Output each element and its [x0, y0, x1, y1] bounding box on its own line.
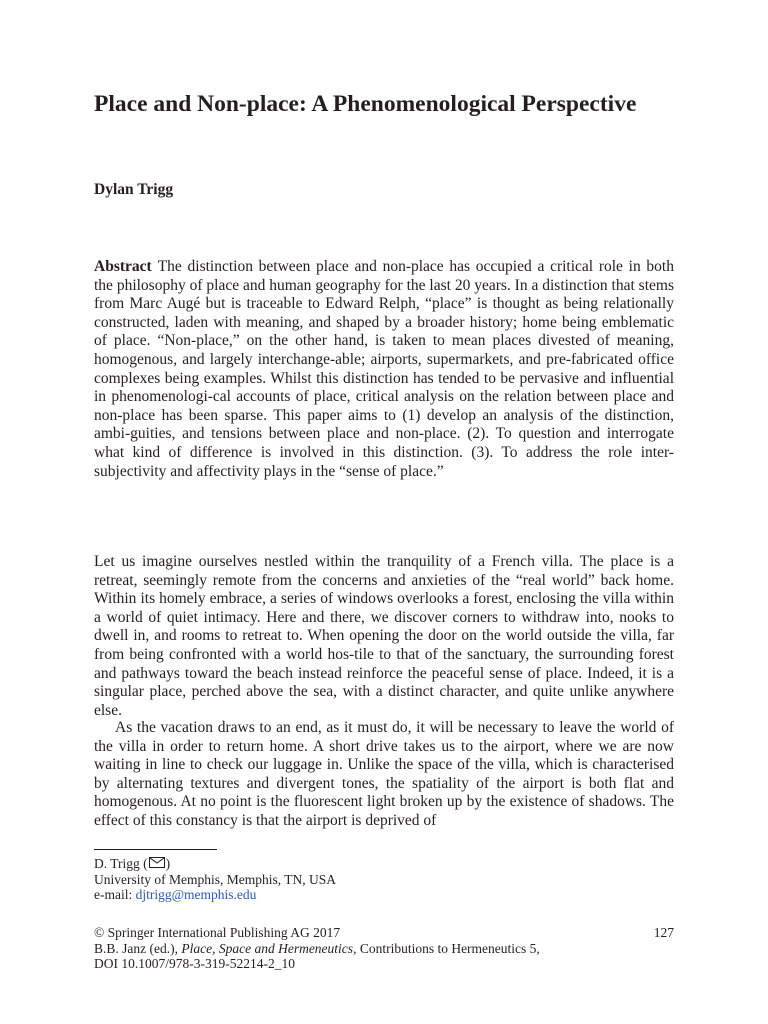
copyright-line: © Springer International Publishing AG 2017: [94, 925, 341, 940]
body-paragraph-2: As the vacation draws to an end, as it must do, it will be necessary to leave the world of the villa in order to return home. A short drive takes us to the airport, where we are now waiting in line to check our luggage in. Unlike the space of the villa, which is characterised by alternating textures and divergent tones, the spatiality of the airport is both flat and homogenous. At no point is the fluorescent light broken up by the existence of shadows. The effect of this constancy is that the airport is deprived of: [94, 719, 674, 829]
footnote-email-line: [94, 887, 336, 903]
footnote-affiliation: University of Memphis, Memphis, TN, USA: [94, 871, 336, 887]
abstract-text: The distinction between place and non-place has occupied a critical role in both the philosophy of place and human geography for the last 20 years. In a distinction that stems from Marc Augé but is traceable to Edward Relph, “place” is thought as being relationally constructed, laden with meaning, and shaped by a broader history; home being emblematic of place. “Non-place,” on the other hand, is taken to mean places divested of meaning, homogenous, and largely interchange-able; airports, supermarkets, and pre-fabricated office complexes being examples. Whilst this distinction has tended to be pervasive and influential in phenomenologi-cal accounts of place, critical analysis on the relation between place and non-place has been sparse. This paper aims to (1) develop an analysis of the distinction, ambi-guities, and tensions between place and non-place. (2). To question and interrogate what kind of difference is involved in this distinction. (3). To address the role inter-subjectivity and affectivity plays in the “sense of place.”: [94, 258, 674, 480]
article-title: Place and Non-place: A Phenomenological Perspective: [94, 91, 637, 117]
series-info: , Contributions to Hermeneutics 5,: [353, 940, 540, 956]
footnote-author-close: ): [165, 856, 171, 871]
author-name: Dylan Trigg: [94, 181, 174, 198]
author-footnote: [94, 856, 336, 903]
footnote-author: D. Trigg (: [94, 856, 148, 871]
abstract-label: Abstract: [94, 258, 152, 275]
page-number: 127: [653, 925, 674, 940]
email-label: e-mail:: [94, 887, 136, 902]
email-link[interactable]: djtrigg@memphis.edu: [135, 887, 257, 902]
doi-line: DOI 10.1007/978-3-319-52214-2_10: [94, 956, 295, 971]
book-citation-line: [94, 941, 674, 957]
envelope-icon[interactable]: [149, 857, 165, 868]
citation-block: [94, 925, 674, 972]
footnote-divider: [94, 849, 217, 850]
footnote-author-line: [94, 856, 336, 872]
abstract: [94, 258, 674, 481]
body-paragraph-1: Let us imagine ourselves nestled within the tranquility of a French villa. The place is a retreat, seemingly remote from the concerns and anxieties of the “real world” back home. Within its homely embrace, a series of windows overlooks a forest, enclosing the villa within a world of quiet intimacy. Here and there, we discover corners to withdraw into, nooks to dwell in, and rooms to retreat to. When opening the door on the world outside the villa, far from being confronted with a world hos-tile to that of the sanctuary, the surrounding forest and pathways toward the beach instead reinforce the peaceful sense of place. Indeed, it is a singular place, perched above the sea, with a distinct character, and quite unlike anywhere else.: [94, 553, 674, 719]
editor-prefix: B.B. Janz (ed.),: [94, 940, 182, 956]
book-title: Place, Space and Hermeneutics: [181, 940, 354, 956]
